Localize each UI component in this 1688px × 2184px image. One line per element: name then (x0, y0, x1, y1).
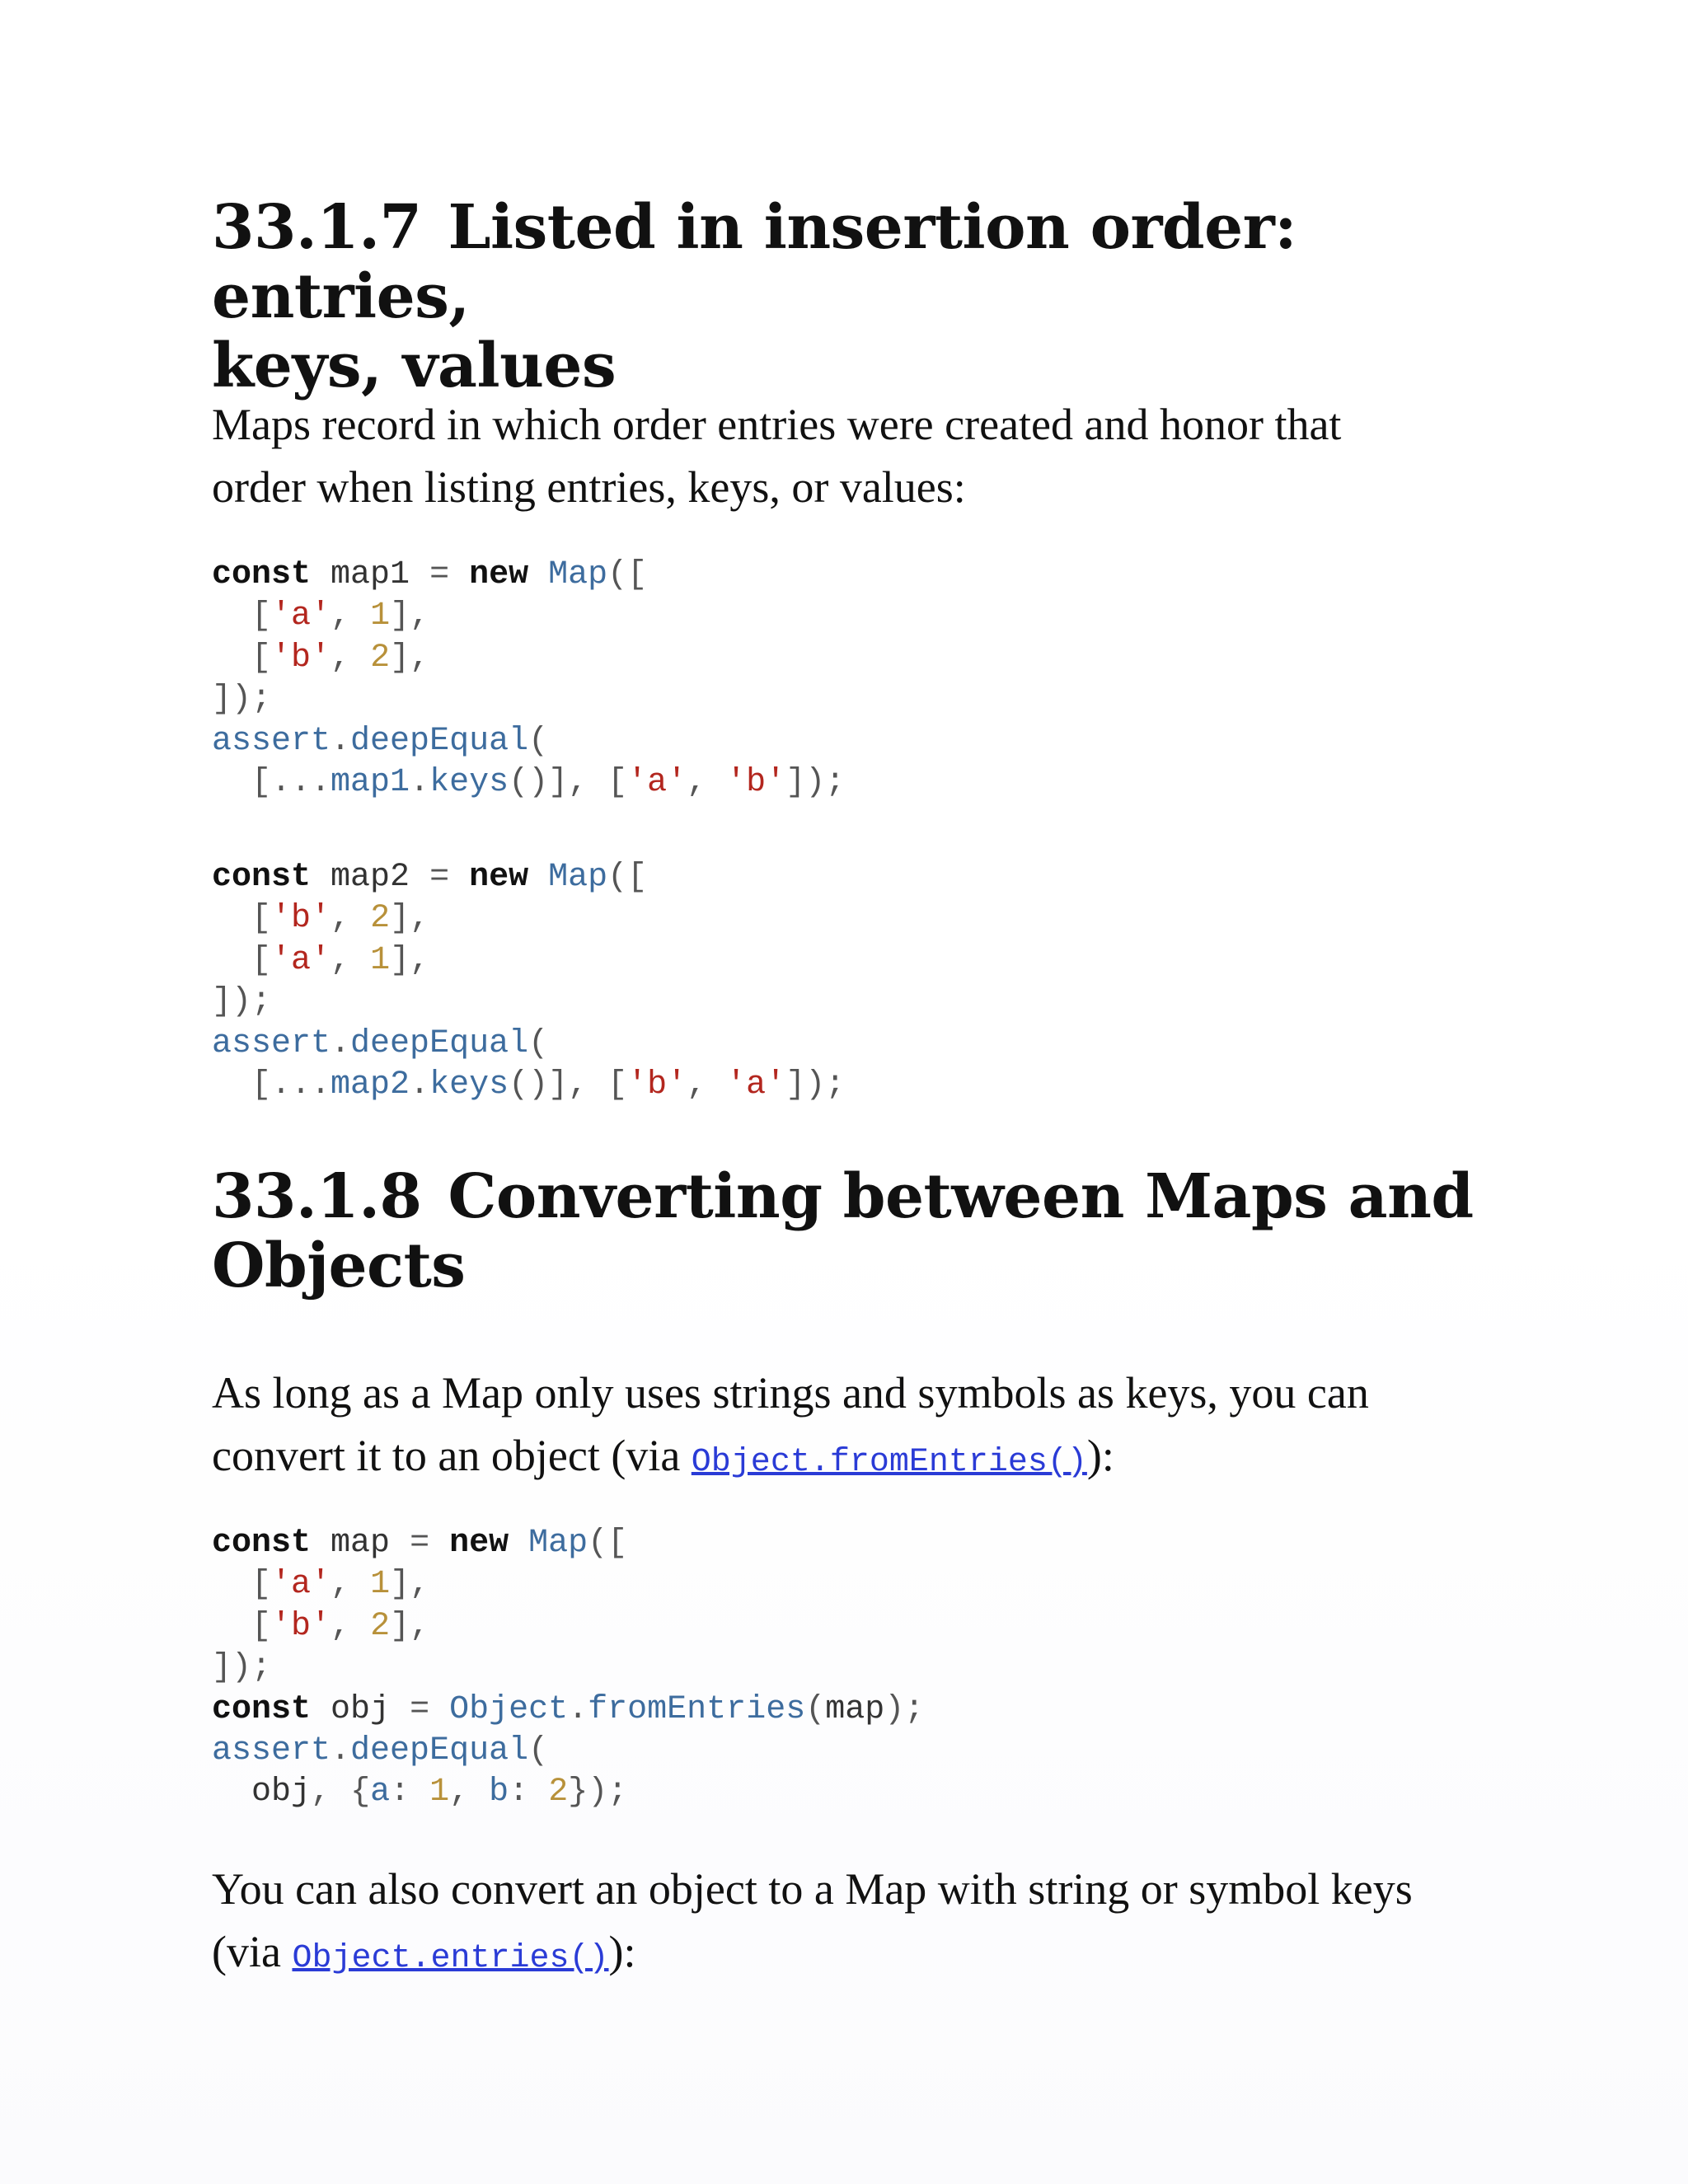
identifier-Map: Map (548, 556, 608, 593)
section-title-line2: Objects (212, 1230, 466, 1301)
identifier-keys: keys (429, 764, 509, 802)
section-title-line2: keys, values (212, 330, 617, 401)
number-literal: 2 (370, 900, 391, 938)
identifier-map: map (825, 1690, 885, 1728)
section-title-line1: Listed in insertion order: entries, (212, 192, 1297, 332)
string-literal: 'a' (271, 598, 331, 635)
number-literal: 2 (370, 1607, 391, 1645)
number-literal: 1 (370, 598, 391, 635)
section2-paragraph2 (212, 1858, 1413, 1990)
keyword-new: new (469, 859, 529, 896)
number-literal: 2 (548, 1774, 569, 1811)
paragraph-line1: You can also convert an object to a Map with string or symbol keys (212, 1864, 1413, 1914)
identifier-assert: assert (212, 1732, 331, 1770)
section-number: 33.1.8 (212, 1161, 422, 1232)
number-literal: 1 (370, 941, 391, 979)
paragraph-line2-prefix: convert it to an object (via (212, 1431, 692, 1480)
string-literal: 'a' (627, 764, 687, 802)
number-literal: 1 (370, 1566, 391, 1604)
string-literal: 'a' (726, 1066, 786, 1104)
identifier-Map: Map (528, 1525, 588, 1562)
object-fromentries-link[interactable]: Object.fromEntries() (691, 1444, 1087, 1481)
paragraph-line2-suffix: ): (1086, 1431, 1114, 1480)
code-block-map2: const map2 = new Map([ ['b', 2], ['a', 1], ]); assert.deepEqual( [...map2.keys()], ['b', 'a']); (212, 859, 846, 1104)
identifier-Map: Map (548, 859, 608, 896)
identifier-map2: map2 (331, 859, 410, 896)
section-heading-33-1-7 (212, 193, 1498, 401)
string-literal: 'b' (726, 764, 786, 802)
property-a: a (370, 1774, 391, 1811)
object-entries-link[interactable]: Object.entries() (292, 1940, 609, 1977)
number-literal: 1 (429, 1774, 450, 1811)
keyword-new: new (469, 556, 529, 593)
identifier-obj: obj (331, 1690, 391, 1728)
identifier-map1: map1 (331, 764, 410, 802)
keyword-const: const (212, 859, 312, 896)
string-literal: 'b' (271, 639, 331, 677)
string-literal: 'b' (271, 900, 331, 938)
identifier-obj: obj (251, 1774, 312, 1811)
identifier-fromEntries: fromEntries (588, 1690, 806, 1728)
section2-paragraph1 (212, 1361, 1369, 1494)
identifier-keys: keys (429, 1066, 509, 1104)
string-literal: 'b' (627, 1066, 687, 1104)
property-b: b (489, 1774, 509, 1811)
identifier-map2: map2 (331, 1066, 410, 1104)
string-literal: 'a' (271, 941, 331, 979)
section-number: 33.1.7 (212, 192, 422, 263)
identifier-assert: assert (212, 1024, 331, 1062)
section-heading-33-1-8 (212, 1162, 1474, 1301)
identifier-map1: map1 (331, 556, 410, 593)
paragraph-line2: order when listing entries, keys, or values: (212, 462, 966, 512)
paragraph-line2-suffix: ): (608, 1927, 636, 1976)
string-literal: 'a' (271, 1566, 331, 1604)
section-title-line1: Converting between Maps and (448, 1161, 1474, 1232)
paragraph-line1: Maps record in which order entries were created and honor that (212, 400, 1342, 449)
keyword-const: const (212, 556, 312, 593)
identifier-deepEqual: deepEqual (350, 722, 529, 760)
keyword-const: const (212, 1690, 312, 1728)
identifier-assert: assert (212, 722, 331, 760)
keyword-const: const (212, 1525, 312, 1562)
identifier-Object: Object (449, 1690, 569, 1728)
identifier-deepEqual: deepEqual (350, 1024, 529, 1062)
keyword-new: new (449, 1525, 509, 1562)
section1-paragraph (212, 393, 1341, 518)
string-literal: 'b' (271, 1607, 331, 1645)
identifier-map: map (331, 1525, 391, 1562)
code-block-map-to-object: const map = new Map([ ['a', 1], ['b', 2], ]); const obj = Object.fromEntries(map); assert.deepEqual( obj, {a: 1, b: 2}); (212, 1525, 925, 1811)
number-literal: 2 (370, 639, 391, 677)
code-block-map1: const map1 = new Map([ ['a', 1], ['b', 2], ]); assert.deepEqual( [...map1.keys()], ['a', 'b']); (212, 556, 846, 802)
paragraph-line2-prefix: (via (212, 1927, 293, 1976)
paragraph-line1: As long as a Map only uses strings and symbols as keys, you can (212, 1368, 1369, 1418)
identifier-deepEqual: deepEqual (350, 1732, 529, 1770)
